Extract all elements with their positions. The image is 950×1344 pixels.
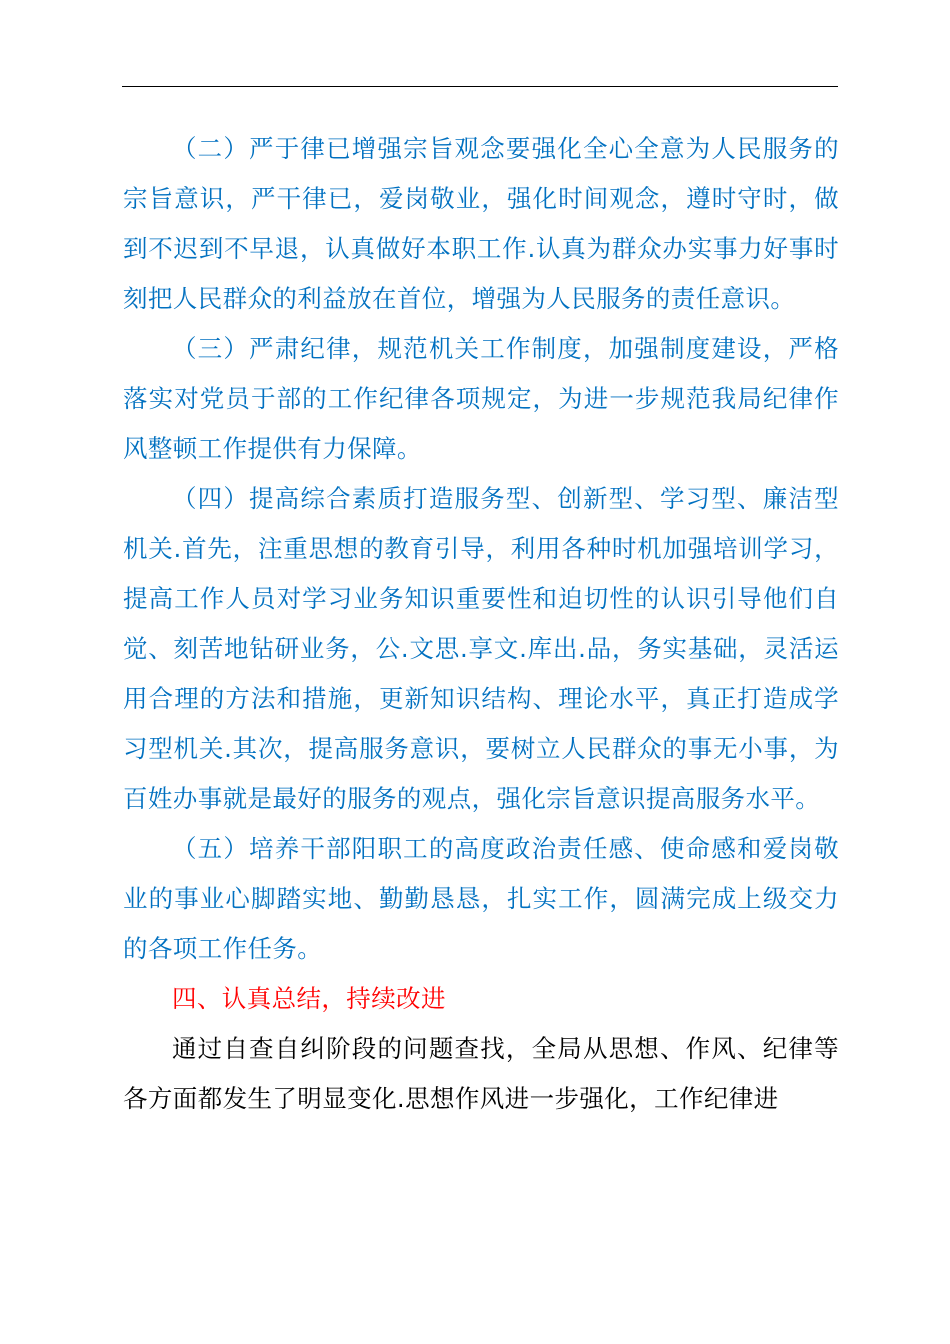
section-3-paragraph: （三）严肃纪律，规范机关工作制度，加强制度建设，严格落实对党员于部的工作纪律各项规定，为进一步规范我局纪律作风整顿工作提供有力保障。 [123, 334, 839, 463]
header-rule [122, 86, 838, 87]
section-4-paragraph: （四）提高综合素质打造服务型、创新型、学习型、廉洁型机关.首先，注重思想的教育引导，利用各种时机加强培训学习，提高工作人员对学习业务知识重要性和迫切性的认识引导他们自觉、刻苦地钻研业务，公.文思.享文.库出.品，务实基础，灵活运用合理的方法和措施，更新知识结构、理论水平，真正打造成学习型机关.其次，提高服务意识，要树立人民群众的事无小事，为百姓办事就是最好的服务的观点，强化宗旨意识提高服务水平。 [123, 484, 839, 813]
section-2-paragraph: （二）严于律已增强宗旨观念要强化全心全意为人民服务的宗旨意识，严干律已，爱岗敬业，强化时间观念，遵时守时，做到不迟到不早退，认真做好本职工作.认真为群众办实事力好事时刻把人民群众的利益放在首位，增强为人民服务的责任意识。 [123, 134, 839, 313]
section-5-paragraph: （五）培养干部阳职工的高度政治责任感、使命感和爱岗敬业的事业心脚踏实地、勤勤恳恳，扎实工作，圆满完成上级交力的各项工作任务。 [123, 834, 839, 963]
section-heading: 四、认真总结，持续改进 [172, 984, 446, 1013]
document-body [123, 124, 839, 1124]
summary-paragraph: 通过自查自纠阶段的问题查找，全局从思想、作风、纪律等各方面都发生了明显变化.思想作风进一步强化，工作纪律进 [123, 1034, 839, 1113]
